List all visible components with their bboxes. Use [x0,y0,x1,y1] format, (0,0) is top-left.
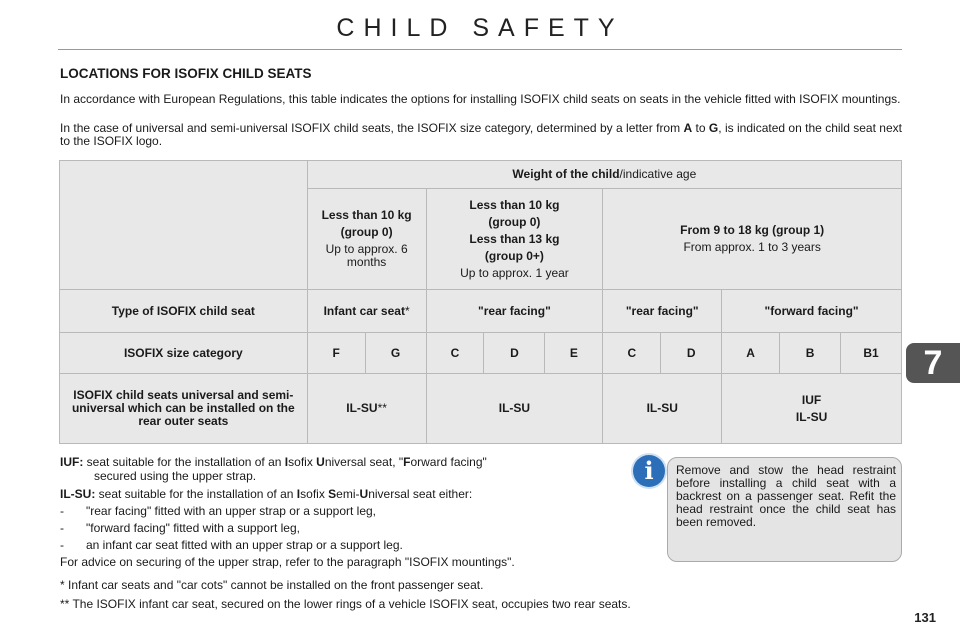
def-letter: I [284,455,289,469]
list-item [60,521,620,535]
type-infant-label: Infant car seat [323,303,405,318]
size-category-cell: C [426,333,484,374]
def-text: emi- [336,487,360,501]
iuf-key: IUF: [60,455,84,469]
ilsu-key: IL-SU: [60,487,96,501]
table-corner-cell [60,161,308,290]
group-label: (group 0) [340,225,393,239]
list-item-text: an infant car seat fitted with an upper strap or a support leg. [86,538,403,552]
weight-header-rest: /indicative age [619,167,697,181]
def-text: orward facing" [410,455,487,469]
size-category-cell: D [661,333,722,374]
footnotes [60,578,860,616]
group-title: Less than 10 kg [321,208,412,222]
ilsu-definition [60,487,620,501]
list-dash: - [60,521,64,535]
group-cell-0-plus [426,189,603,290]
letter-g: G [708,121,719,135]
def-text: niversal seat, " [324,455,404,469]
def-letter: I [296,487,301,501]
double-asterisk-mark: ** [377,401,387,415]
type-rear-facing: "rear facing" [426,290,603,333]
title-divider [58,49,902,50]
footnote-single-asterisk: * Infant car seats and "car cots" cannot be installed on the front passenger seat. [60,578,484,592]
universal-cell: IL-SU [603,374,722,444]
size-category-cell: F [307,333,365,374]
weight-header [307,161,901,189]
letter-a: A [683,121,693,135]
intro-text: In the case of universal and semi-universal ISOFIX child seats, the ISOFIX size category, determined by a letter from [60,121,684,135]
page-title: CHILD SAFETY [336,14,624,42]
info-icon: i [633,455,665,487]
def-text: niversal seat either: [368,487,473,501]
size-category-cell: B [780,333,841,374]
list-item [60,504,620,518]
group-age: Up to approx. 6 months [325,242,408,269]
group-title: Less than 13 kg [469,231,560,246]
universal-value: IL-SU [346,401,378,415]
universal-row-label: ISOFIX child seats universal and semi-universal which can be installed on the rear outer seats [60,374,308,444]
intro-paragraph: In accordance with European Regulations, this table indicates the options for installing ISOFIX child seats on seats in the vehicle fitted with ISOFIX mountings. [60,92,901,106]
universal-cell [722,374,902,444]
group-title: Less than 10 kg [469,197,560,212]
weight-header-bold: Weight of the child [512,167,620,181]
def-text: seat suitable for the installation of an [83,455,285,469]
definitions [60,455,620,569]
group-cell-0 [307,189,426,290]
universal-cell [307,374,426,444]
advice-text: For advice on securing of the upper strap, refer to the paragraph "ISOFIX mountings". [60,555,515,569]
iuf-definition [60,455,620,469]
size-category-cell: D [484,333,545,374]
footnote-double-asterisk: ** The ISOFIX infant car seat, secured on the lower rings of a vehicle ISOFIX seat, occupies two rear seats. [60,597,631,611]
list-item [60,538,620,552]
list-item-text: "forward facing" fitted with a support leg, [86,521,300,535]
chapter-tab: 7 [906,343,960,383]
size-category-cell: E [545,333,603,374]
def-letter: F [403,455,411,469]
page-number: 131 [914,610,936,625]
isofix-table [59,160,902,444]
list-dash: - [60,504,64,518]
size-row-label: ISOFIX size category [60,333,308,374]
size-category-cell: G [365,333,426,374]
universal-value: IUF [801,392,822,407]
group-label: (group 0) [488,214,541,229]
def-text: sofix [288,455,317,469]
iuf-definition-cont: secured using the upper strap. [94,469,257,483]
type-row-label: Type of ISOFIX child seat [60,290,308,333]
list-item-text: "rear facing" fitted with an upper strap or a support leg, [86,504,377,518]
info-box [667,457,902,562]
group-age: From approx. 1 to 3 years [683,240,821,254]
intro-text-to: to [692,121,709,135]
universal-value: IL-SU [795,409,828,424]
universal-cell: IL-SU [426,374,603,444]
type-infant-car-seat [307,290,426,333]
def-text: sofix [300,487,329,501]
type-rear-facing: "rear facing" [603,290,722,333]
type-forward-facing: "forward facing" [722,290,902,333]
group-cell-1 [603,189,902,290]
info-text: Remove and stow the head restraint before installing a child seat with a backrest on a passenger seat. Refit the head restraint once the child seat has been removed. [676,463,896,529]
def-letter: U [359,487,369,501]
section-title: LOCATIONS FOR ISOFIX CHILD SEATS [60,66,312,81]
group-title: From 9 to 18 kg (group 1) [680,223,825,237]
asterisk-mark: * [404,303,410,318]
group-label: (group 0+) [484,248,544,263]
size-category-cell: A [722,333,780,374]
intro-text-end: , is indicated on the child seat next to the ISOFIX logo. [60,121,902,148]
size-category-cell: C [603,333,661,374]
intro-paragraph-size-category [60,122,902,148]
def-text: seat suitable for the installation of an [95,487,297,501]
size-category-cell: B1 [841,333,902,374]
group-age: Up to approx. 1 year [460,265,569,280]
def-letter: U [316,455,325,469]
def-letter: S [328,487,337,501]
list-dash: - [60,538,64,552]
